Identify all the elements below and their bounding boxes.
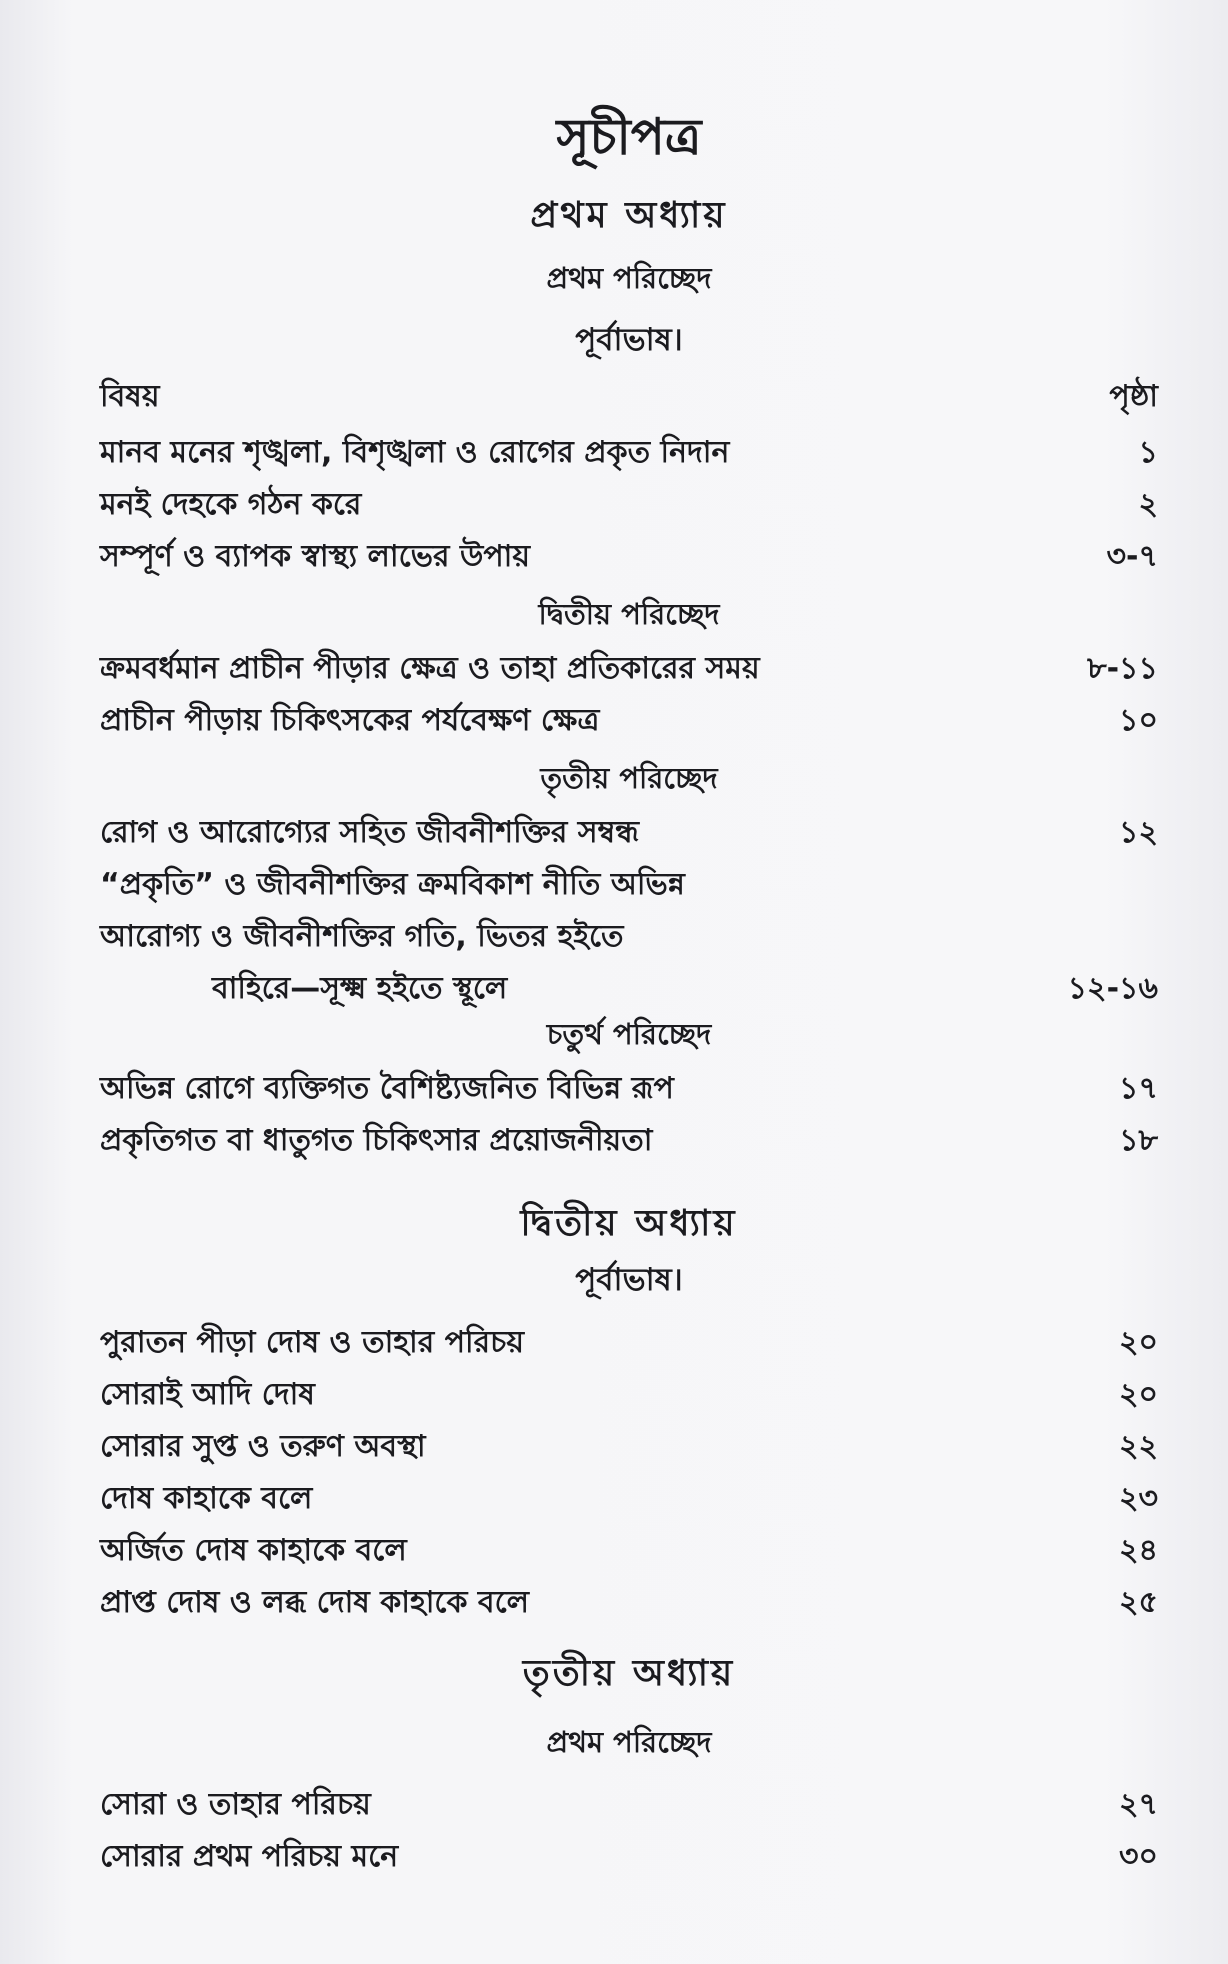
toc-entry <box>100 964 1158 1014</box>
toc-entry <box>100 1474 1158 1524</box>
toc-entry <box>100 644 1158 694</box>
entry-text: প্রকৃতিগত বা ধাতুগত চিকিৎসার প্রয়োজনীয়তা <box>100 1123 653 1158</box>
toc-entry <box>100 1832 1158 1882</box>
page-header: পৃষ্ঠা <box>1109 379 1158 414</box>
entry-text: সম্পূর্ণ ও ব্যাপক স্বাস্থ্য লাভের উপায় <box>100 539 531 574</box>
toc-entry <box>100 1064 1158 1114</box>
entry-text: বাহিরে—সূক্ষ্ম হইতে স্থূলে <box>212 971 508 1006</box>
toc-entry <box>100 1116 1158 1166</box>
toc-entry <box>100 1780 1158 1830</box>
entry-text: সোরা ও তাহার পরিচয় <box>100 1787 371 1822</box>
entry-page: ৩-৭ <box>1106 539 1158 574</box>
entry-page: ২৭ <box>1118 1787 1158 1822</box>
toc-entry <box>100 1422 1158 1472</box>
entry-page: ২ <box>1138 487 1158 522</box>
entry-text: ক্রমবর্ধমান প্রাচীন পীড়ার ক্ষেত্র ও তাহা প্রতিকারের সময় <box>100 651 760 686</box>
toc-entry <box>100 1578 1158 1628</box>
toc-entry <box>100 532 1158 582</box>
toc-entry <box>100 1318 1158 1368</box>
entry-text: অভিন্ন রোগে ব্যক্তিগত বৈশিষ্ট্যজনিত বিভিন্ন রূপ <box>100 1071 674 1106</box>
preface-heading: পূর্বাভাষ। <box>575 322 683 358</box>
entry-text: মানব মনের শৃঙ্খলা, বিশৃঙ্খলা ও রোগের প্রকৃত নিদান <box>100 435 730 470</box>
section-heading: প্রথম পরিচ্ছেদ <box>546 1725 712 1759</box>
entry-text: রোগ ও আরোগ্যের সহিত জীবনীশক্তির সম্বন্ধ <box>100 815 640 850</box>
entry-text: পুরাতন পীড়া দোষ ও তাহার পরিচয় <box>100 1325 525 1360</box>
entry-page: ১২-১৬ <box>1067 971 1158 1006</box>
column-header-row <box>100 372 1158 422</box>
toc-entry <box>100 808 1158 858</box>
entry-text: প্রাপ্ত দোষ ও লব্ধ দোষ কাহাকে বলে <box>100 1585 530 1620</box>
toc-entry <box>100 696 1158 746</box>
subject-header: বিষয় <box>100 379 160 414</box>
entry-page: ২৫ <box>1119 1585 1158 1620</box>
toc-entry <box>100 912 1158 962</box>
entry-page: ২০ <box>1118 1325 1158 1360</box>
entry-text: অর্জিত দোষ কাহাকে বলে <box>100 1533 407 1568</box>
entry-page: ১৮ <box>1119 1123 1158 1158</box>
toc-entry <box>100 1370 1158 1420</box>
entry-page: ২৪ <box>1119 1533 1158 1568</box>
section-heading: প্রথম পরিচ্ছেদ <box>546 261 712 295</box>
entry-page: ১০ <box>1119 703 1158 738</box>
entry-page: ২০ <box>1118 1377 1158 1412</box>
entry-text: সোরাই আদি দোষ <box>100 1377 315 1412</box>
entry-page: ২৩ <box>1118 1481 1158 1516</box>
entry-text: প্রাচীন পীড়ায় চিকিৎসকের পর্যবেক্ষণ ক্ষেত্র <box>100 703 600 738</box>
toc-entry <box>100 860 1158 910</box>
chapter-heading-1: প্রথম অধ্যায় <box>530 195 728 236</box>
section-heading: চতুর্থ পরিচ্ছেদ <box>546 1017 712 1051</box>
entry-page: ৩০ <box>1118 1839 1158 1874</box>
chapter-heading-3: তৃতীয় অধ্যায় <box>522 1653 736 1694</box>
entry-text: দোষ কাহাকে বলে <box>100 1481 313 1516</box>
entry-text: আরোগ্য ও জীবনীশক্তির গতি, ভিতর হইতে <box>100 919 624 954</box>
toc-entry <box>100 480 1158 530</box>
entry-page: ৮-১১ <box>1087 651 1158 686</box>
entry-page: ১৭ <box>1119 1071 1158 1106</box>
section-heading: তৃতীয় পরিচ্ছেদ <box>540 761 718 795</box>
preface-heading: পূর্বাভাষ। <box>575 1262 683 1298</box>
chapter-heading-2: দ্বিতীয় অধ্যায় <box>520 1203 738 1244</box>
entry-text: “প্রকৃতি” ও জীবনীশক্তির ক্রমবিকাশ নীতি অভিন্ন <box>100 867 685 902</box>
page-title: সূচীপত্র <box>556 108 702 166</box>
section-heading: দ্বিতীয় পরিচ্ছেদ <box>538 597 720 631</box>
entry-page: ১২ <box>1119 815 1158 850</box>
entry-text: সোরার প্রথম পরিচয় মনে <box>100 1839 399 1874</box>
entry-page: ১ <box>1138 435 1158 470</box>
toc-entry <box>100 1526 1158 1576</box>
entry-text: মনই দেহকে গঠন করে <box>100 487 362 522</box>
toc-entry <box>100 428 1158 478</box>
entry-page: ২২ <box>1118 1429 1158 1464</box>
entry-text: সোরার সুপ্ত ও তরুণ অবস্থা <box>100 1429 426 1464</box>
